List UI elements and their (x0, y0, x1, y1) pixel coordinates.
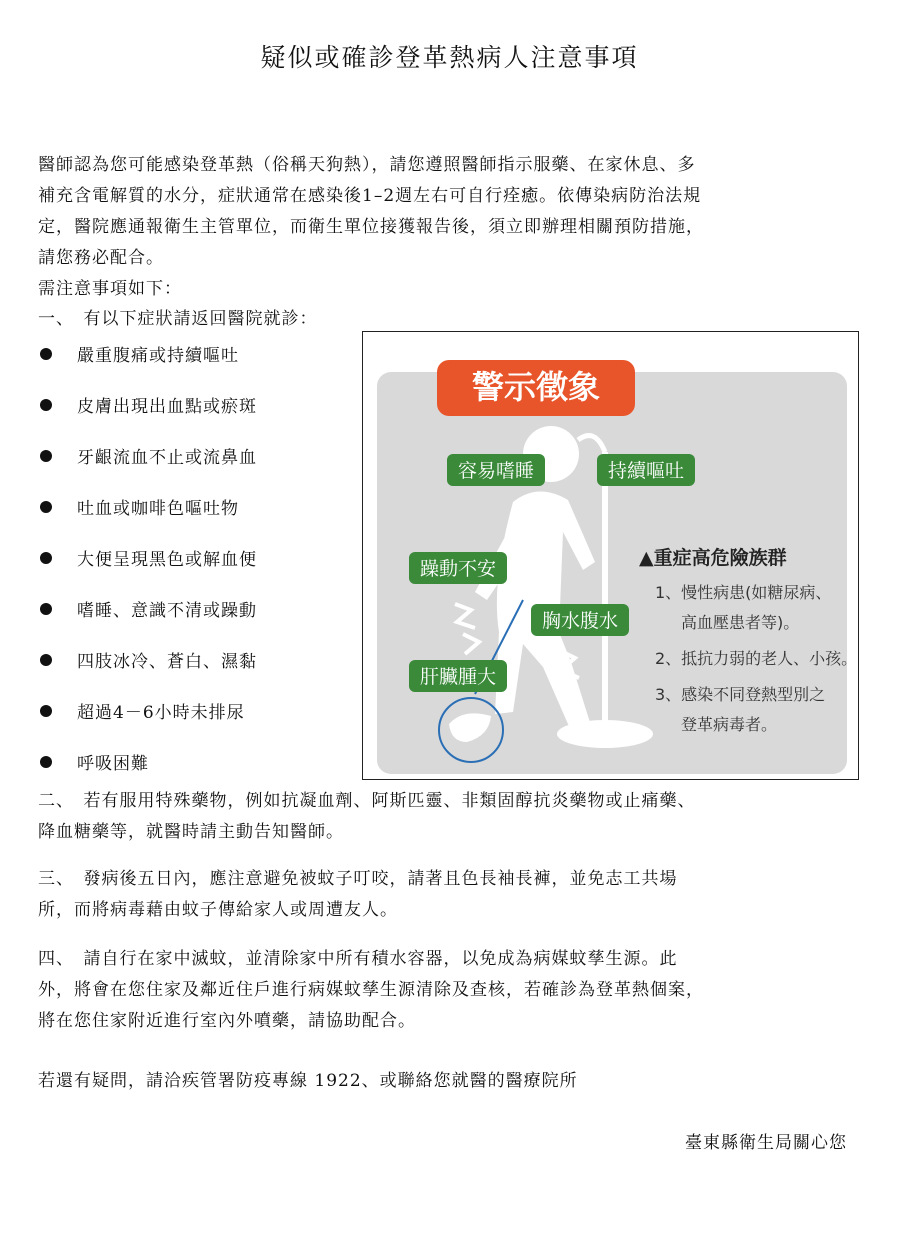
intro-line: 請您務必配合。 (38, 248, 164, 268)
risk-line: 1、慢性病患(如糖尿病、 (655, 583, 832, 602)
bullet-icon (40, 450, 52, 462)
section-4-line: 四、 請自行在家中滅蚊，並清除家中所有積水容器，以免成為病媒蚊孳生源。此 (38, 949, 678, 969)
bullet-icon (40, 654, 52, 666)
intro-line: 需注意事項如下： (38, 279, 182, 299)
symptom-text: 皮膚出現出血點或瘀斑 (77, 397, 257, 417)
banner-text: 警示徵象 (471, 368, 601, 406)
symptom-item (38, 634, 348, 685)
section-2-line: 二、 若有服用特殊藥物，例如抗凝血劑、阿斯匹靈、非類固醇抗炎藥物或止痛藥、 (38, 791, 696, 811)
section-4-line: 外，將會在您住家及鄰近住戶進行病媒蚊孳生源清除及查核，若確診為登革熱個案， (38, 980, 704, 1000)
section-4 (38, 944, 838, 1037)
bullet-icon (40, 501, 52, 513)
bullet-icon (40, 603, 52, 615)
symptom-item (38, 736, 348, 787)
symptom-item (38, 481, 348, 532)
tag-sleepy-text: 容易嗜睡 (457, 460, 535, 482)
tag-restless-text: 躁動不安 (419, 558, 497, 580)
symptom-text: 呼吸困難 (77, 754, 149, 774)
intro-line: 補充含電解質的水分，症狀通常在感染後1–2週左右可自行痊癒。依傳染病防治法規 (38, 186, 702, 206)
symptom-item (38, 328, 348, 379)
symptom-text: 大便呈現黑色或解血便 (77, 550, 257, 570)
symptom-item (38, 583, 348, 634)
risk-line: 2、抵抗力弱的老人、小孩。 (655, 649, 857, 668)
section-2-line: 降血糖藥等，就醫時請主動告知醫師。 (38, 822, 344, 842)
symptom-item (38, 685, 348, 736)
tag-liver-text: 肝臟腫大 (419, 666, 497, 688)
tag-vomit-text: 持續嘔吐 (607, 460, 685, 482)
intro-line: 醫師認為您可能感染登革熱（俗稱天狗熱），請您遵照醫師指示服藥、在家休息、多 (38, 155, 696, 175)
section-2 (38, 786, 838, 848)
section-4-line: 將在您住家附近進行室內外噴藥，請協助配合。 (38, 1011, 416, 1031)
symptom-item (38, 379, 348, 430)
symptom-text: 超過4－6小時未排尿 (77, 703, 245, 723)
symptom-text: 牙齦流血不止或流鼻血 (77, 448, 257, 468)
symptom-text: 嗜睡、意識不清或躁動 (77, 601, 257, 621)
section-3-line: 三、 發病後五日內，應注意避免被蚊子叮咬，請著且色長袖長褲，並免志工共場 (38, 869, 678, 889)
section-1-heading: 一、 有以下症狀請返回醫院就診： (38, 309, 318, 329)
bullet-icon (40, 756, 52, 768)
risk-title: ▲重症高危險族群 (639, 547, 787, 569)
bullet-icon (40, 552, 52, 564)
section-3 (38, 864, 838, 926)
bullet-icon (40, 348, 52, 360)
warning-signs-figure (362, 331, 859, 780)
symptom-item (38, 532, 348, 583)
bullet-icon (40, 399, 52, 411)
footer-question: 若還有疑問，請洽疾管署防疫專線 1922、或聯絡您就醫的醫療院所 (38, 1071, 578, 1091)
intro-line: 定，醫院應通報衛生主管單位，而衛生單位接獲報告後，須立即辦理相關預防措施， (38, 217, 704, 237)
risk-line: 3、感染不同登熱型別之 (655, 685, 826, 704)
warning-signs-illustration (363, 332, 857, 778)
intro-paragraph (38, 150, 848, 305)
page-title: 疑似或確診登革熱病人注意事項 (260, 43, 639, 72)
symptom-item (38, 430, 348, 481)
section-3-line: 所，而將病毒藉由蚊子傳給家人或周遭友人。 (38, 900, 398, 920)
bullet-icon (40, 705, 52, 717)
symptom-text: 嚴重腹痛或持續嘔吐 (77, 346, 239, 366)
symptom-list (38, 328, 348, 787)
symptom-text: 四肢冰冷、蒼白、濕黏 (77, 652, 257, 672)
tag-ascites-text: 胸水腹水 (541, 610, 619, 632)
risk-line: 高血壓患者等)。 (681, 613, 800, 632)
risk-line: 登革病毒者。 (681, 715, 778, 734)
signature: 臺東縣衛生局關心您 (685, 1133, 847, 1153)
symptom-text: 吐血或咖啡色嘔吐物 (77, 499, 239, 519)
